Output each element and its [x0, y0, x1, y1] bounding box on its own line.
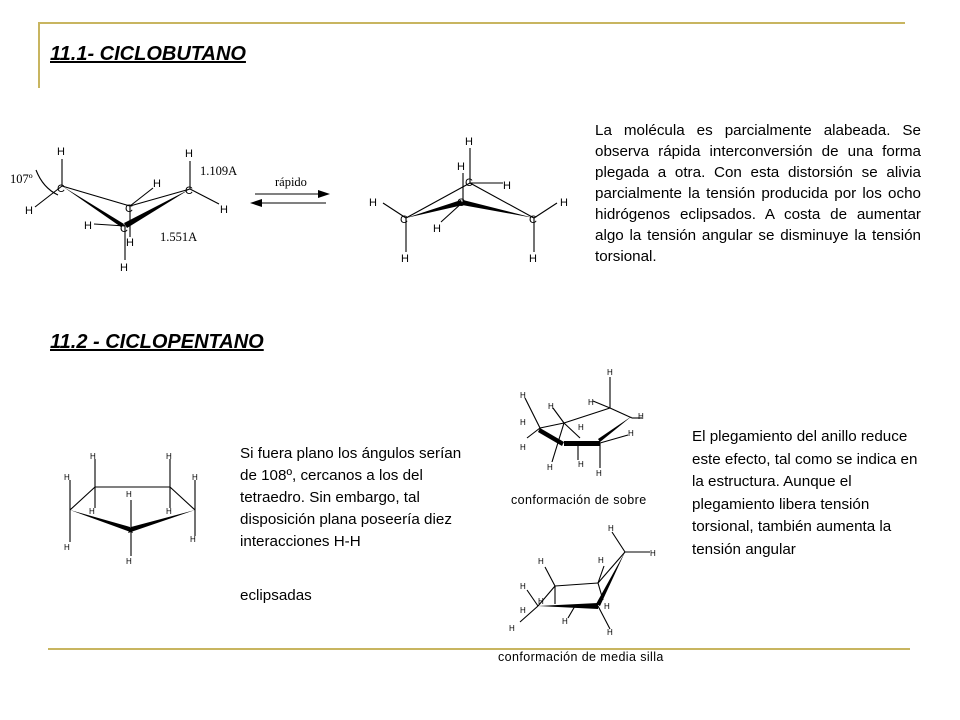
atom-h: H — [166, 507, 172, 516]
atom-h: H — [560, 197, 568, 209]
atom-h: H — [607, 368, 613, 377]
planar-pentane-text-last: eclipsadas — [240, 587, 312, 604]
atom-c: C — [465, 177, 473, 189]
atom-h: H — [520, 606, 526, 615]
atom-h: H — [578, 423, 584, 432]
atom-h: H — [596, 469, 602, 478]
atom-h: H — [25, 205, 33, 217]
atom-h: H — [638, 412, 644, 421]
heading-cyclobutane: 11.1- CICLOBUTANO — [50, 43, 246, 65]
atom-h: H — [369, 197, 377, 209]
bond-cc-label: 1.551A — [160, 230, 198, 244]
atom-h: H — [509, 624, 515, 633]
atom-h: H — [607, 628, 613, 637]
atom-h: H — [185, 148, 193, 160]
cyclobutane-puckered-right — [383, 148, 557, 252]
atom-h: H — [126, 557, 132, 566]
heading-cyclopentane: 11.2 - CICLOPENTANO — [50, 331, 264, 353]
atom-h: H — [608, 524, 614, 533]
atom-h: H — [190, 535, 196, 544]
atom-h: H — [90, 452, 96, 461]
folding-text: El plegamiento del anillo reduce este efecto, tal como se indica en la estructura. Aunque el plegamiento libera tensión torsional, también aumenta la tensión angular — [692, 428, 918, 558]
atom-h: H — [166, 452, 172, 461]
atom-h: H — [220, 204, 228, 216]
atom-h: H — [538, 597, 544, 606]
atom-h: H — [520, 443, 526, 452]
angle-label: 107º — [10, 172, 33, 186]
atom-h: H — [465, 136, 473, 148]
atom-h: H — [650, 549, 656, 558]
atom-h: H — [562, 617, 568, 626]
atom-h: H — [604, 602, 610, 611]
atom-c: C — [125, 203, 133, 215]
arrow-label: rápido — [275, 175, 307, 189]
atom-c: C — [120, 223, 128, 235]
atom-h: H — [538, 557, 544, 566]
atom-h: H — [192, 473, 198, 482]
envelope-caption: conformación de sobre — [511, 493, 647, 507]
atom-h: H — [126, 490, 132, 499]
atom-h: H — [64, 543, 70, 552]
atom-c: C — [185, 185, 193, 197]
atom-h: H — [89, 507, 95, 516]
bond-ch-label: 1.109A — [200, 164, 238, 178]
atom-h: H — [457, 161, 465, 173]
atom-h: H — [433, 223, 441, 235]
cyclopentane-half-chair — [520, 532, 650, 629]
atom-h: H — [401, 253, 409, 265]
atom-h: H — [598, 556, 604, 565]
atom-h: H — [529, 253, 537, 265]
atom-h: H — [84, 220, 92, 232]
half-chair-caption: conformación de media silla — [498, 650, 664, 664]
atom-h: H — [153, 178, 161, 190]
planar-pentane-text: Si fuera plano los ángulos serían de 108º, cercanos a los del tetraedro. Sin embargo, tal disposición plana poseería diez interacciones H-H — [240, 445, 462, 550]
atom-h: H — [578, 460, 584, 469]
atom-h: H — [547, 463, 553, 472]
atom-h: H — [548, 402, 554, 411]
atom-h: H — [588, 398, 594, 407]
atom-h: H — [126, 237, 134, 249]
atom-c: C — [57, 183, 65, 195]
atom-h: H — [57, 146, 65, 158]
atom-h: H — [520, 582, 526, 591]
atom-h: H — [628, 429, 634, 438]
atom-h: H — [120, 262, 128, 274]
atom-c: C — [529, 214, 537, 226]
atom-h: H — [520, 418, 526, 427]
atom-h: H — [520, 391, 526, 400]
atom-h: H — [64, 473, 70, 482]
cyclobutane-description: La molécula es parcialmente alabeada. Se observa rápida interconversión de una forma plegada a otra. Con esta distorsión se alivia parcialmente la tensión producida por los ocho hidrógenos eclipsados. A costa de aumentar algo la tensión angular se disminuye la tensión torsional. — [595, 122, 921, 265]
equilibrium-arrows — [250, 190, 330, 207]
atom-c: C — [400, 214, 408, 226]
atom-c: C — [457, 197, 465, 209]
atom-h: H — [503, 180, 511, 192]
